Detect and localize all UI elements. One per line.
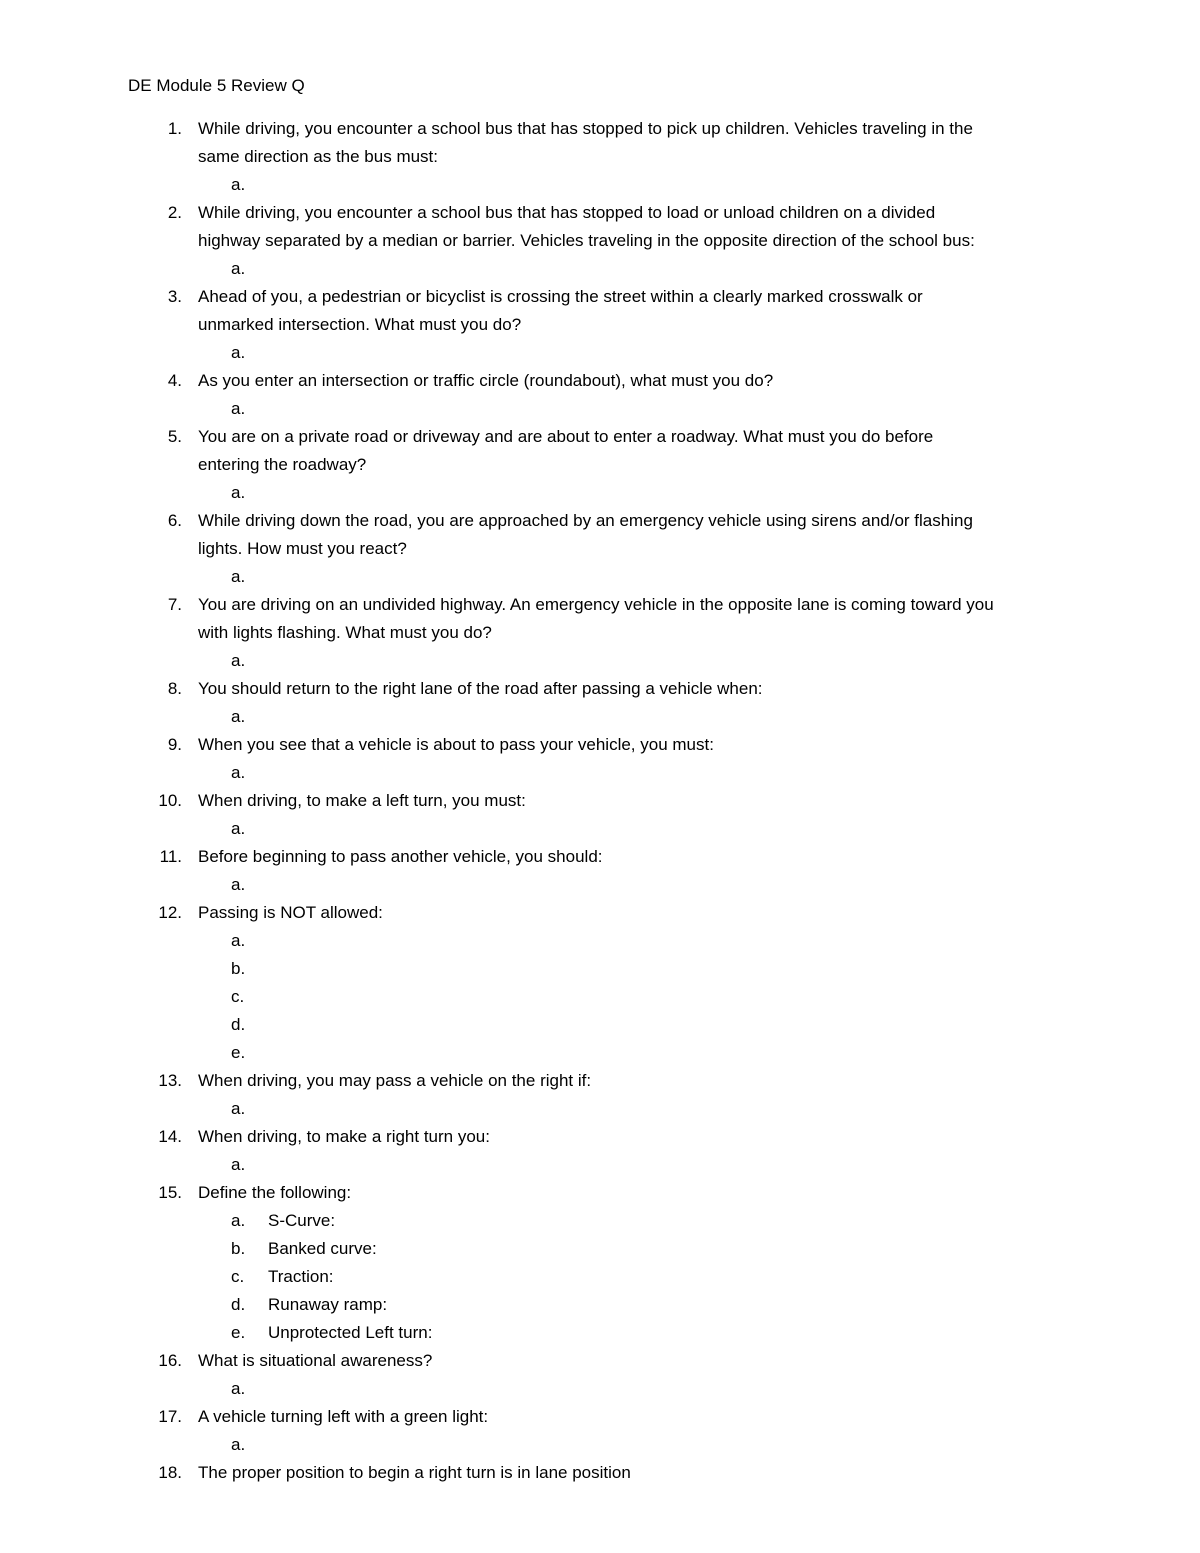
answer-letter: a. [231, 343, 246, 362]
question-line [0, 591, 1200, 619]
answer-letter: a. [231, 483, 246, 502]
question-line [0, 283, 1200, 311]
answer-letter: e. [231, 1043, 246, 1062]
answer-item [0, 563, 1200, 591]
answer-item [0, 1235, 1200, 1263]
question-number: 4. [167, 371, 182, 390]
question-text: lights. How must you react? [198, 539, 407, 558]
answer-item [0, 1039, 1200, 1067]
question-text: Ahead of you, a pedestrian or bicyclist is crossing the street within a clearly marked crosswalk or [198, 287, 923, 306]
answer-letter: a. [231, 763, 246, 782]
answer-text: Unprotected Left turn: [268, 1323, 433, 1342]
question-number: 16. [158, 1351, 182, 1370]
question-line [0, 367, 1200, 395]
question-line [0, 619, 1200, 647]
question-item [0, 731, 1200, 787]
question-item [0, 283, 1200, 367]
question-number: 15. [158, 1183, 182, 1202]
question-text: Before beginning to pass another vehicle, you should: [198, 847, 603, 866]
question-number: 3. [167, 287, 182, 306]
answer-text: Traction: [268, 1267, 334, 1286]
answer-letter: b. [231, 959, 246, 978]
question-text: What is situational awareness? [198, 1351, 433, 1370]
question-text: You should return to the right lane of the road after passing a vehicle when: [198, 679, 763, 698]
question-number: 9. [167, 735, 182, 754]
answer-letter: c. [231, 1267, 245, 1286]
question-text: When driving, you may pass a vehicle on the right if: [198, 1071, 592, 1090]
answer-letter: a. [231, 707, 246, 726]
answer-letter: c. [231, 987, 245, 1006]
answer-item [0, 1151, 1200, 1179]
question-line [0, 143, 1200, 171]
question-number: 12. [158, 903, 182, 922]
answer-letter: a. [231, 1211, 246, 1230]
question-number: 7. [167, 595, 182, 614]
question-text: You are driving on an undivided highway. An emergency vehicle in the opposite lane is coming toward you [198, 595, 994, 614]
answer-letter: a. [231, 399, 246, 418]
question-item [0, 1403, 1200, 1459]
question-line [0, 1067, 1200, 1095]
answer-item [0, 1263, 1200, 1291]
question-text: When driving, to make a right turn you: [198, 1127, 490, 1146]
question-text: You are on a private road or driveway and are about to enter a roadway. What must you do before [198, 427, 934, 446]
question-text: While driving, you encounter a school bus that has stopped to load or unload children on a divided [198, 203, 936, 222]
question-line [0, 451, 1200, 479]
question-number: 2. [167, 203, 182, 222]
answer-text: Runaway ramp: [268, 1295, 388, 1314]
question-line [0, 1347, 1200, 1375]
question-item [0, 1459, 1200, 1487]
answer-letter: a. [231, 931, 246, 950]
answer-item [0, 1375, 1200, 1403]
question-line [0, 1179, 1200, 1207]
answer-letter: d. [231, 1015, 246, 1034]
question-line [0, 507, 1200, 535]
answer-item [0, 647, 1200, 675]
answer-letter: d. [231, 1295, 246, 1314]
question-line [0, 675, 1200, 703]
question-text: unmarked intersection. What must you do? [198, 315, 522, 334]
answer-item [0, 871, 1200, 899]
answer-item [0, 759, 1200, 787]
question-text: highway separated by a median or barrier. Vehicles traveling in the opposite direction of the school bus: [198, 231, 975, 250]
question-number: 13. [158, 1071, 182, 1090]
answer-item [0, 983, 1200, 1011]
page-title: DE Module 5 Review Q [128, 76, 305, 95]
question-number: 17. [158, 1407, 182, 1426]
answer-item [0, 1011, 1200, 1039]
question-text: The proper position to begin a right turn is in lane position [198, 1463, 631, 1482]
answer-letter: a. [231, 1435, 246, 1454]
question-line [0, 535, 1200, 563]
question-item [0, 199, 1200, 283]
answer-item [0, 255, 1200, 283]
question-item [0, 1347, 1200, 1403]
question-line [0, 787, 1200, 815]
answer-letter: a. [231, 1099, 246, 1118]
question-list [0, 115, 1200, 1487]
answer-letter: a. [231, 1379, 246, 1398]
answer-letter: a. [231, 651, 246, 670]
question-number: 18. [158, 1463, 182, 1482]
answer-item [0, 479, 1200, 507]
question-number: 8. [167, 679, 182, 698]
question-line [0, 1403, 1200, 1431]
answer-letter: e. [231, 1323, 246, 1342]
question-item [0, 423, 1200, 507]
answer-item [0, 815, 1200, 843]
question-text: entering the roadway? [198, 455, 367, 474]
question-line [0, 227, 1200, 255]
question-item [0, 1123, 1200, 1179]
question-text: When driving, to make a left turn, you must: [198, 791, 526, 810]
question-item [0, 899, 1200, 1067]
question-item [0, 1067, 1200, 1123]
answer-item [0, 1207, 1200, 1235]
answer-letter: a. [231, 875, 246, 894]
answer-item [0, 171, 1200, 199]
answer-text: Banked curve: [268, 1239, 377, 1258]
question-text: While driving, you encounter a school bus that has stopped to pick up children. Vehicles traveling in the [198, 119, 973, 138]
question-text: A vehicle turning left with a green light: [198, 1407, 489, 1426]
question-line [0, 1123, 1200, 1151]
answer-item [0, 703, 1200, 731]
answer-letter: b. [231, 1239, 246, 1258]
question-number: 14. [158, 1127, 182, 1146]
question-text: While driving down the road, you are approached by an emergency vehicle using sirens and/or flashing [198, 511, 973, 530]
answer-letter: a. [231, 1155, 246, 1174]
answer-item [0, 395, 1200, 423]
answer-item [0, 955, 1200, 983]
question-line [0, 423, 1200, 451]
answer-item [0, 339, 1200, 367]
question-text: Passing is NOT allowed: [198, 903, 383, 922]
question-number: 11. [159, 847, 182, 866]
question-text: When you see that a vehicle is about to pass your vehicle, you must: [198, 735, 714, 754]
question-item [0, 591, 1200, 675]
answer-item [0, 1431, 1200, 1459]
answer-item [0, 1319, 1200, 1347]
answer-item [0, 1291, 1200, 1319]
question-line [0, 311, 1200, 339]
answer-item [0, 927, 1200, 955]
question-line [0, 843, 1200, 871]
question-item [0, 787, 1200, 843]
answer-item [0, 1095, 1200, 1123]
answer-letter: a. [231, 175, 246, 194]
question-text: Define the following: [198, 1183, 352, 1202]
question-item [0, 1179, 1200, 1347]
answer-letter: a. [231, 819, 246, 838]
answer-text: S-Curve: [268, 1211, 336, 1230]
question-number: 5. [167, 427, 182, 446]
question-number: 1. [167, 119, 182, 138]
question-line [0, 115, 1200, 143]
answer-letter: a. [231, 259, 246, 278]
question-line [0, 199, 1200, 227]
answer-letter: a. [231, 567, 246, 586]
question-text: As you enter an intersection or traffic circle (roundabout), what must you do? [198, 371, 774, 390]
question-item [0, 115, 1200, 199]
question-item [0, 843, 1200, 899]
question-item [0, 507, 1200, 591]
question-number: 10. [158, 791, 182, 810]
question-text: with lights flashing. What must you do? [198, 623, 492, 642]
question-line [0, 899, 1200, 927]
question-number: 6. [167, 511, 182, 530]
question-text: same direction as the bus must: [198, 147, 439, 166]
question-line [0, 1459, 1200, 1487]
question-item [0, 675, 1200, 731]
question-item [0, 367, 1200, 423]
question-line [0, 731, 1200, 759]
